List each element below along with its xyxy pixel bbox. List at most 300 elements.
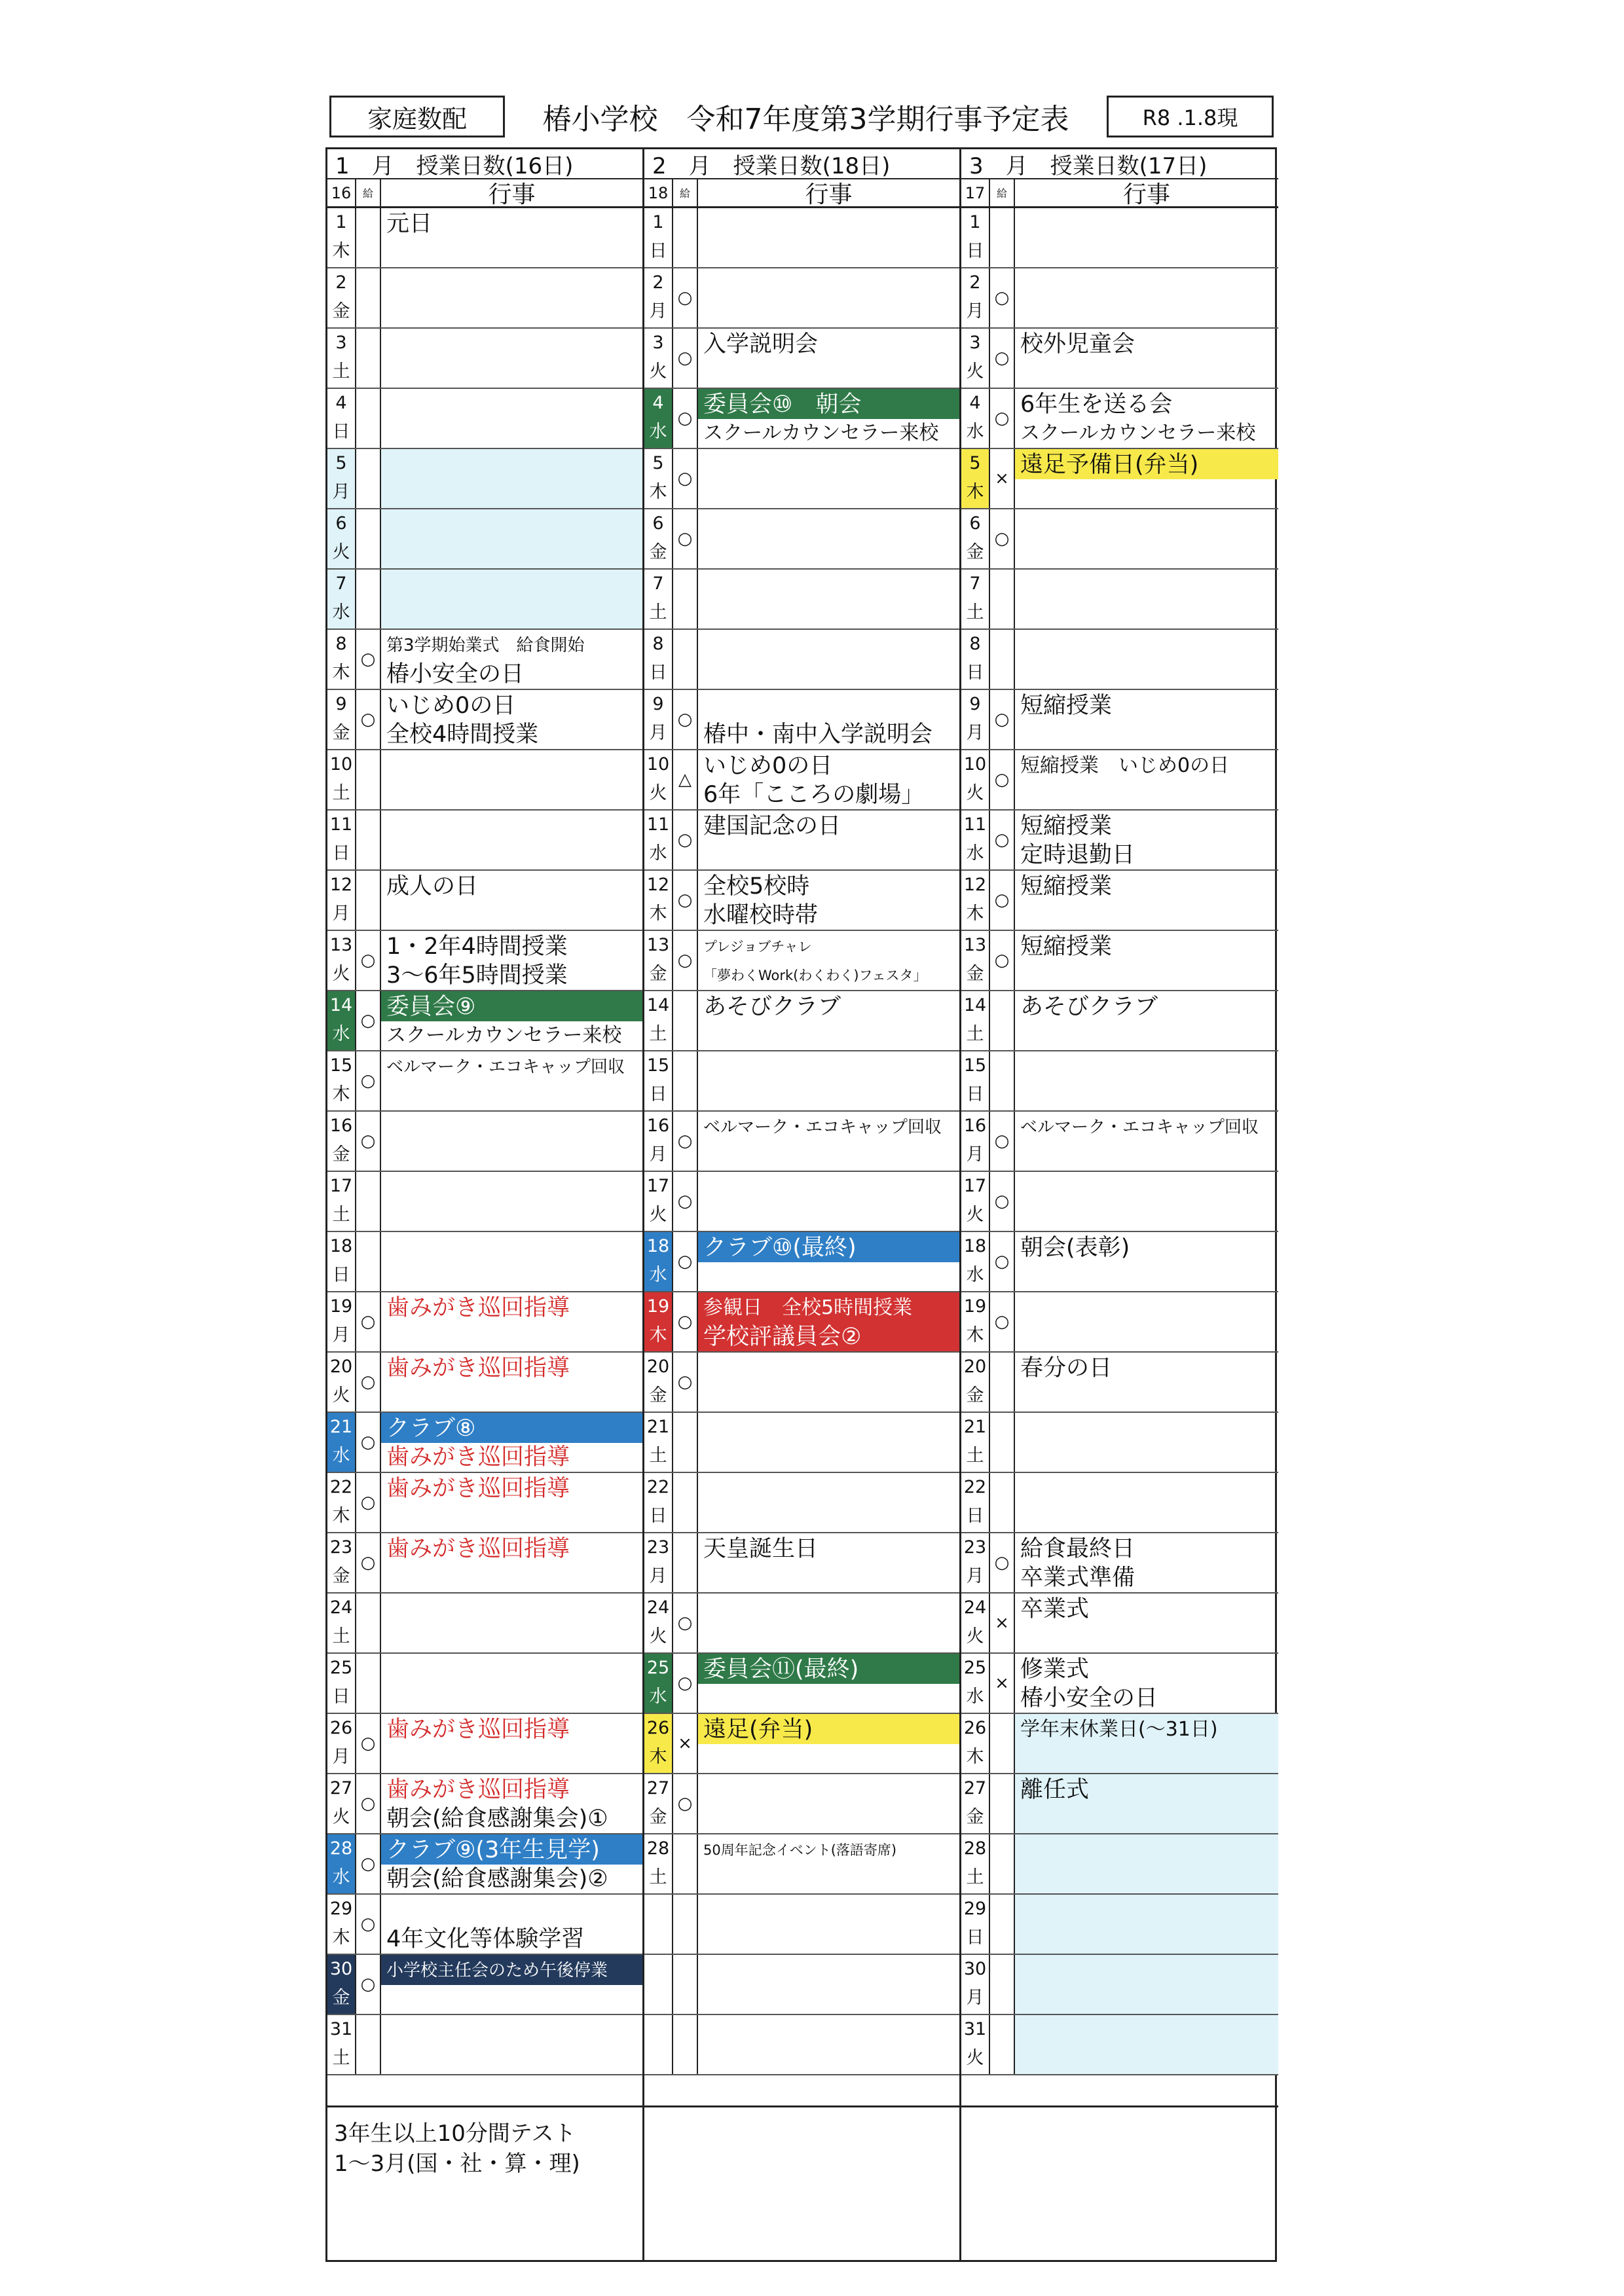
date-cell (327, 1594, 356, 1652)
weekday: 火 (649, 1626, 667, 1647)
schedule-table (325, 147, 1277, 2262)
weekday: 火 (332, 542, 350, 562)
day-number: 27 (646, 1778, 670, 1798)
date-cell (961, 509, 990, 568)
day-row (644, 1955, 959, 2015)
event-cell (381, 750, 642, 809)
lunch-mark: ○ (990, 329, 1015, 388)
weekday: 土 (649, 602, 667, 623)
day-number: 17 (329, 1176, 353, 1196)
day-number: 17 (963, 1176, 987, 1196)
day-number: 23 (646, 1537, 670, 1558)
lunch-mark: ○ (990, 931, 1015, 990)
day-row (961, 1112, 1278, 1172)
weekday: 日 (966, 1506, 984, 1526)
weekday: 金 (966, 542, 984, 562)
day-row (961, 811, 1278, 871)
day-row (961, 1051, 1278, 1112)
date-cell (327, 329, 356, 388)
event-cell (698, 931, 959, 990)
day-row (327, 1292, 642, 1353)
day-number: 8 (335, 634, 347, 654)
day-row (961, 1834, 1278, 1895)
day-row (644, 991, 959, 1051)
day-number: 14 (963, 995, 987, 1015)
event-line-1: 6年生を送る会 (1020, 392, 1173, 418)
date-cell (327, 1413, 356, 1472)
weekday: 月 (332, 482, 350, 502)
date-cell (327, 1292, 356, 1351)
day-row (327, 811, 642, 871)
weekday: 土 (332, 783, 350, 803)
event-line-1: クラブ⑧ (386, 1415, 476, 1442)
lunch-mark (673, 1895, 698, 1954)
event-line-1: 歯みがき巡回指導 (386, 1476, 570, 1502)
day-row (644, 871, 959, 931)
date-cell (644, 509, 673, 568)
weekday: 金 (332, 723, 350, 743)
day-number: 2 (335, 272, 347, 293)
weekday: 日 (966, 1927, 984, 1948)
weekday: 土 (966, 1446, 984, 1466)
day-number: 20 (329, 1357, 353, 1377)
date-cell (327, 811, 356, 869)
weekday: 金 (332, 301, 350, 321)
event-cell (381, 871, 642, 930)
event-cell (1015, 1353, 1278, 1412)
weekday: 土 (649, 1024, 667, 1044)
lunch-mark (990, 1714, 1015, 1773)
date-cell (327, 630, 356, 689)
event-cell (1015, 1895, 1278, 1954)
day-row (644, 389, 959, 449)
event-cell (1015, 509, 1278, 568)
month-footer (644, 2105, 959, 2260)
day-row (961, 931, 1278, 991)
event-cell (1015, 931, 1278, 990)
lunch-column-header: 給 (673, 179, 698, 206)
day-row (327, 750, 642, 811)
lunch-column-header: 給 (356, 179, 381, 206)
day-number: 31 (963, 2019, 987, 2039)
weekday: 火 (966, 361, 984, 382)
event-cell (698, 750, 959, 809)
day-row (644, 268, 959, 329)
day-number: 29 (963, 1899, 987, 1919)
weekday: 日 (332, 1265, 350, 1285)
weekday: 月 (332, 1747, 350, 1767)
event-line-1: ベルマーク・エコキャップ回収 (1020, 1118, 1259, 1137)
date-cell (961, 1172, 990, 1231)
lunch-mark: ○ (673, 1112, 698, 1171)
lunch-mark: ○ (990, 268, 1015, 327)
event-line-2: スクールカウンセラー来校 (1020, 422, 1256, 445)
event-cell (698, 991, 959, 1050)
lunch-mark (356, 208, 381, 267)
date-cell (644, 1955, 673, 2014)
day-number: 3 (652, 333, 664, 353)
weekday: 水 (332, 1867, 350, 1887)
school-day-count: 17 (961, 179, 990, 206)
day-row (327, 1232, 642, 1292)
date-cell (644, 449, 673, 508)
event-line-1: 全校5校時 (703, 873, 810, 900)
weekday: 月 (966, 1144, 984, 1165)
date-cell (961, 1533, 990, 1592)
date-cell (644, 1834, 673, 1893)
event-line-1: 第3学期始業式 給食開始 (386, 636, 585, 655)
day-row (327, 329, 642, 389)
event-cell (1015, 268, 1278, 327)
weekday: 火 (966, 1205, 984, 1225)
event-cell (381, 690, 642, 749)
event-cell (698, 1292, 959, 1351)
day-number: 18 (963, 1236, 987, 1256)
weekday: 金 (649, 964, 667, 984)
event-line-2: 椿中・南中入学説明会 (703, 721, 933, 748)
lunch-mark (990, 1473, 1015, 1532)
event-cell (1015, 811, 1278, 869)
day-number: 6 (969, 513, 981, 534)
event-cell (381, 329, 642, 388)
lunch-mark (356, 871, 381, 930)
event-cell (1015, 389, 1278, 448)
event-line-1: 遠足予備日(弁当) (1020, 452, 1199, 478)
event-line-1: 小学校主任会のため午後停業 (386, 1961, 608, 1980)
lunch-mark (990, 991, 1015, 1050)
event-line-1: 短縮授業 (1020, 934, 1113, 960)
event-cell (698, 1473, 959, 1532)
event-cell (1015, 871, 1278, 930)
date-cell (961, 630, 990, 689)
day-number: 19 (963, 1296, 987, 1317)
day-number: 27 (963, 1778, 987, 1798)
weekday: 水 (332, 602, 350, 623)
event-cell (1015, 2015, 1278, 2074)
day-number: 12 (963, 875, 987, 895)
event-cell (1015, 329, 1278, 388)
lunch-mark (990, 1353, 1015, 1412)
event-line-1: 卒業式 (1020, 1596, 1090, 1622)
event-line-1: 校外児童会 (1020, 331, 1135, 357)
day-row (961, 208, 1278, 268)
date-cell (644, 1292, 673, 1351)
day-number: 2 (652, 272, 664, 293)
date-cell (961, 268, 990, 327)
date-cell (327, 1172, 356, 1231)
lunch-mark: ○ (673, 1774, 698, 1833)
event-line-1: 成人の日 (386, 873, 479, 900)
day-number: 22 (646, 1477, 670, 1497)
day-row (644, 1654, 959, 1714)
day-row (327, 630, 642, 690)
event-cell (1015, 1172, 1278, 1231)
event-line-2: 椿小安全の日 (386, 661, 525, 687)
event-cell (698, 1413, 959, 1472)
date-cell (961, 1955, 990, 2014)
day-number: 18 (646, 1236, 670, 1256)
lunch-mark: ○ (990, 1232, 1015, 1291)
event-line-1: 給食最終日 (1020, 1536, 1135, 1562)
lunch-mark (356, 1232, 381, 1291)
event-cell (1015, 1292, 1278, 1351)
lunch-mark: ○ (990, 750, 1015, 809)
event-cell (1015, 449, 1278, 508)
footer-note: 1～3月(国・社・算・理) (334, 2151, 580, 2177)
day-row (327, 1955, 642, 2015)
event-cell (1015, 1413, 1278, 1472)
lunch-mark: ○ (673, 1353, 698, 1412)
lunch-mark: ○ (673, 449, 698, 508)
date-cell (327, 750, 356, 809)
lunch-mark (356, 811, 381, 869)
day-number: 26 (329, 1718, 353, 1738)
lunch-mark (673, 1955, 698, 2014)
lunch-mark: ○ (990, 509, 1015, 568)
event-cell (381, 991, 642, 1050)
date-cell (961, 1353, 990, 1412)
day-row (644, 1172, 959, 1232)
day-row (961, 1353, 1278, 1413)
day-row (644, 1594, 959, 1654)
day-number: 4 (652, 393, 664, 413)
date-cell (644, 1112, 673, 1171)
weekday: 金 (649, 542, 667, 562)
day-row (644, 690, 959, 750)
lunch-mark: ○ (673, 1172, 698, 1231)
event-cell (1015, 1654, 1278, 1713)
day-number: 4 (335, 393, 347, 413)
day-row (644, 1473, 959, 1533)
column-header (327, 179, 642, 208)
event-cell (381, 1172, 642, 1231)
lunch-mark: ○ (990, 389, 1015, 448)
lunch-mark: ○ (356, 1292, 381, 1351)
weekday: 月 (332, 903, 350, 924)
date-cell (644, 1172, 673, 1231)
day-number: 13 (646, 935, 670, 955)
weekday: 日 (332, 422, 350, 442)
weekday: 金 (966, 964, 984, 984)
date-cell (961, 329, 990, 388)
weekday: 金 (649, 1807, 667, 1827)
day-row (327, 1533, 642, 1594)
weekday: 木 (649, 903, 667, 924)
day-number: 8 (652, 634, 664, 654)
day-row (644, 1774, 959, 1834)
day-row (961, 690, 1278, 750)
event-line-1: 元日 (386, 211, 433, 237)
day-number: 20 (646, 1357, 670, 1377)
event-line-1: 入学説明会 (703, 331, 819, 357)
day-row (327, 871, 642, 931)
weekday: 日 (332, 843, 350, 864)
lunch-mark (673, 1473, 698, 1532)
lunch-mark: ○ (356, 1895, 381, 1954)
event-cell (381, 570, 642, 629)
day-number: 11 (646, 814, 670, 835)
lunch-mark: ○ (356, 630, 381, 689)
lunch-mark (356, 389, 381, 448)
day-number: 26 (646, 1718, 670, 1738)
date-cell (644, 811, 673, 869)
lunch-mark (673, 2015, 698, 2074)
day-row (327, 1172, 642, 1232)
weekday: 水 (649, 1265, 667, 1285)
date-cell (327, 871, 356, 930)
lunch-mark: ○ (990, 1533, 1015, 1592)
event-cell (698, 1834, 959, 1893)
date-cell (644, 208, 673, 267)
day-row (644, 1232, 959, 1292)
date-cell (961, 991, 990, 1050)
weekday: 月 (649, 301, 667, 321)
distribution-label: 家庭数配 (329, 96, 505, 137)
day-number: 5 (969, 453, 981, 473)
date-cell (327, 1955, 356, 2014)
weekday: 金 (332, 1566, 350, 1586)
day-row (644, 1895, 959, 1955)
weekday: 木 (332, 1084, 350, 1104)
day-number: 25 (963, 1658, 987, 1678)
day-row (327, 1413, 642, 1473)
event-cell (381, 449, 642, 508)
date-cell (327, 931, 356, 990)
event-cell (381, 1955, 642, 2014)
event-line-1: 遠足(弁当) (703, 1717, 813, 1743)
date-cell (644, 931, 673, 990)
day-number: 7 (652, 574, 664, 594)
event-line-1: 春分の日 (1020, 1355, 1113, 1381)
weekday: 金 (332, 1988, 350, 2008)
day-number: 29 (329, 1899, 353, 1919)
date-cell (327, 570, 356, 629)
event-cell (381, 1473, 642, 1532)
day-row (961, 871, 1278, 931)
date-cell (644, 1353, 673, 1412)
revision-date-label: R8 .1.8現 (1107, 96, 1274, 137)
date-cell (644, 1895, 673, 1954)
weekday: 土 (966, 602, 984, 623)
event-cell (698, 1955, 959, 2014)
lunch-mark (990, 1955, 1015, 2014)
event-cell (381, 509, 642, 568)
day-row (961, 750, 1278, 811)
day-number: 24 (329, 1597, 353, 1618)
day-row (961, 329, 1278, 389)
weekday: 月 (649, 1566, 667, 1586)
event-line-1: 短縮授業 いじめ0の日 (1020, 754, 1230, 777)
lunch-mark: ○ (673, 931, 698, 990)
day-number: 22 (963, 1477, 987, 1497)
day-row (644, 1714, 959, 1774)
weekday: 木 (332, 663, 350, 683)
month-header: 1 月 授業日数(16日) (327, 149, 642, 179)
weekday: 日 (966, 663, 984, 683)
weekday: 水 (332, 1024, 350, 1044)
day-row (644, 1112, 959, 1172)
event-cell (1015, 570, 1278, 629)
weekday: 土 (332, 2048, 350, 2068)
date-cell (961, 811, 990, 869)
event-cell (698, 268, 959, 327)
event-cell (698, 690, 959, 749)
event-cell (381, 931, 642, 990)
lunch-mark (990, 208, 1015, 267)
event-line-2: 朝会(給食感謝集会)① (386, 1806, 608, 1832)
lunch-mark: ○ (356, 1955, 381, 2014)
day-number: 19 (329, 1296, 353, 1317)
day-row (644, 750, 959, 811)
day-number: 12 (329, 875, 353, 895)
lunch-mark: ○ (990, 1292, 1015, 1351)
day-number: 10 (329, 754, 353, 774)
date-cell (961, 2015, 990, 2074)
date-cell (644, 1413, 673, 1472)
event-line-1: 委員会⑩ 朝会 (703, 392, 862, 418)
day-number: 3 (335, 333, 347, 353)
weekday: 土 (966, 1024, 984, 1044)
day-row (644, 630, 959, 690)
date-cell (961, 1413, 990, 1472)
event-line-1: 歯みがき巡回指導 (386, 1355, 570, 1381)
day-row (644, 1413, 959, 1473)
date-cell (327, 2015, 356, 2074)
date-cell (327, 1051, 356, 1110)
date-cell (961, 570, 990, 629)
date-cell (327, 1774, 356, 1833)
day-number: 31 (329, 2019, 353, 2039)
day-row (961, 991, 1278, 1051)
event-cell (1015, 991, 1278, 1050)
weekday: 火 (966, 783, 984, 803)
month-column (961, 149, 1278, 2260)
event-line-1: クラブ⑨(3年生見学) (386, 1837, 600, 1863)
event-cell (381, 1051, 642, 1110)
lunch-column-header: 給 (990, 179, 1015, 206)
day-row (327, 449, 642, 509)
weekday: 土 (649, 1867, 667, 1887)
day-number: 2 (969, 272, 981, 293)
weekday: 土 (332, 1205, 350, 1225)
day-number: 23 (329, 1537, 353, 1558)
day-number: 28 (646, 1838, 670, 1859)
lunch-mark: ○ (356, 1834, 381, 1893)
lunch-mark: ○ (673, 509, 698, 568)
weekday: 日 (649, 663, 667, 683)
event-cell (381, 1654, 642, 1713)
event-cell (381, 1895, 642, 1954)
lunch-mark (356, 1172, 381, 1231)
lunch-mark: ○ (356, 1353, 381, 1412)
lunch-mark: ○ (990, 811, 1015, 869)
event-line-1: プレジョブチャレ (703, 939, 812, 955)
day-row (961, 2015, 1278, 2075)
weekday: 木 (332, 1506, 350, 1526)
event-cell (381, 811, 642, 869)
day-row (327, 991, 642, 1051)
event-cell (381, 1292, 642, 1351)
day-number: 4 (969, 393, 981, 413)
date-cell (644, 570, 673, 629)
lunch-mark (990, 630, 1015, 689)
date-cell (961, 931, 990, 990)
column-header (644, 179, 959, 208)
weekday: 火 (332, 964, 350, 984)
day-row (961, 1955, 1278, 2015)
lunch-mark (356, 329, 381, 388)
day-number: 21 (646, 1417, 670, 1437)
